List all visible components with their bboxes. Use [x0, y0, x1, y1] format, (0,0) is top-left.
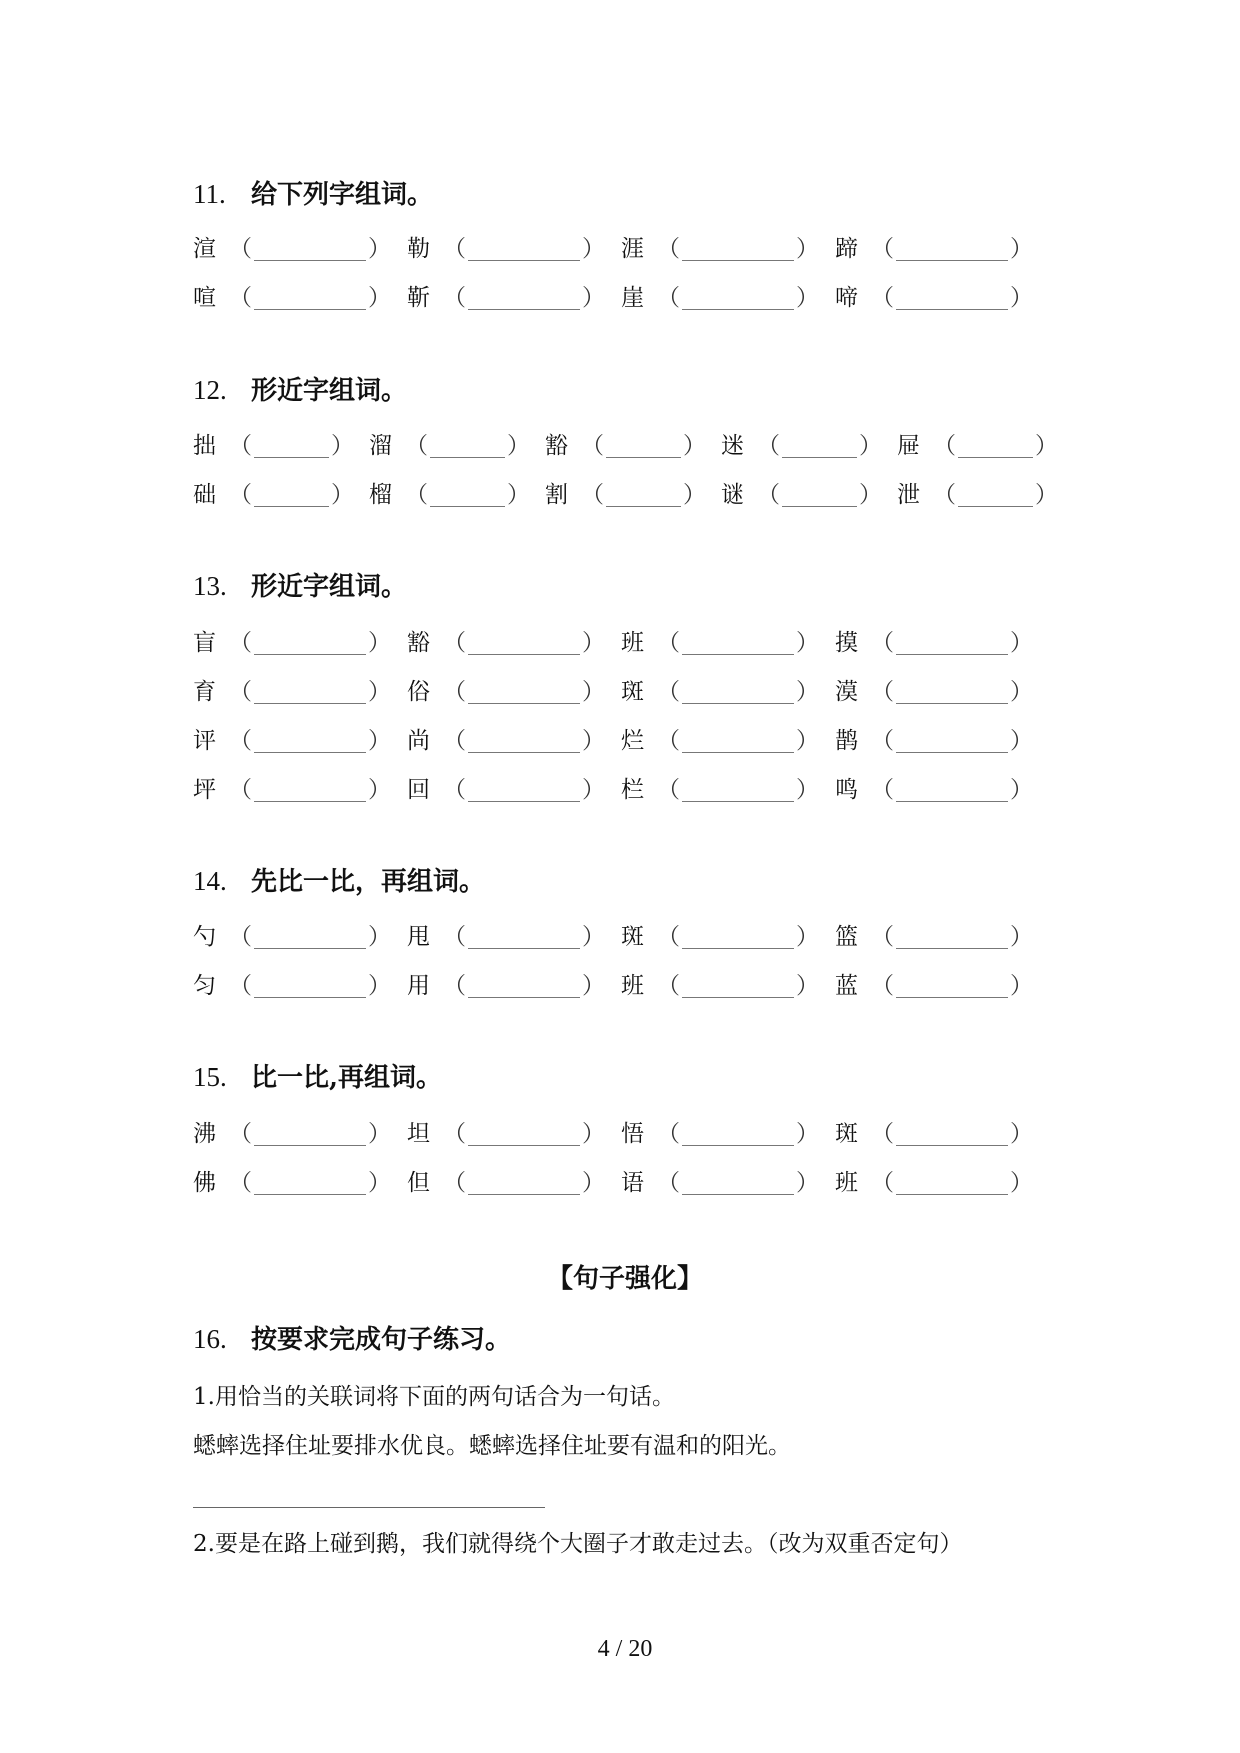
- answer-blank[interactable]: [682, 975, 794, 998]
- paren-open: （: [443, 1121, 466, 1147]
- answer-blank[interactable]: [254, 484, 329, 507]
- answer-blank[interactable]: [682, 1172, 794, 1195]
- word-item: [621, 677, 819, 707]
- answer-blank[interactable]: [468, 779, 580, 802]
- question-text: 按要求完成句子练习。: [251, 1325, 512, 1355]
- paren-close: ）: [582, 285, 605, 311]
- answer-blank[interactable]: [468, 975, 580, 998]
- paren-close: ）: [796, 777, 819, 803]
- answer-blank[interactable]: [782, 435, 857, 458]
- answer-blank[interactable]: [896, 632, 1008, 655]
- paren-close: ）: [683, 433, 706, 459]
- paren-close: ）: [368, 236, 391, 262]
- word-item: [193, 283, 391, 313]
- paren-close: ）: [1035, 433, 1058, 459]
- question-15-title: [193, 1061, 442, 1094]
- character: 评: [193, 728, 216, 754]
- answer-blank[interactable]: [254, 1172, 366, 1195]
- character: 鸣: [835, 777, 858, 803]
- question-16-title: [193, 1323, 511, 1356]
- paren-close: ）: [1010, 777, 1033, 803]
- word-item: [545, 431, 706, 461]
- paren-close: ）: [582, 777, 605, 803]
- paren-open: （: [657, 973, 680, 999]
- character: 育: [193, 679, 216, 705]
- paren-open: （: [757, 482, 780, 508]
- word-item: [193, 628, 391, 658]
- paren-open: （: [871, 630, 894, 656]
- answer-blank[interactable]: [896, 1172, 1008, 1195]
- answer-blank[interactable]: [254, 926, 366, 949]
- paren-open: （: [443, 777, 466, 803]
- paren-open: （: [871, 1121, 894, 1147]
- character: 俗: [407, 679, 430, 705]
- paren-open: （: [657, 630, 680, 656]
- answer-blank[interactable]: [430, 435, 505, 458]
- paren-open: （: [443, 236, 466, 262]
- paren-open: （: [405, 433, 428, 459]
- character: 回: [407, 777, 430, 803]
- paren-close: ）: [796, 1170, 819, 1196]
- paren-open: （: [871, 777, 894, 803]
- answer-blank[interactable]: [468, 287, 580, 310]
- paren-close: ）: [368, 679, 391, 705]
- paren-open: （: [443, 973, 466, 999]
- paren-open: （: [443, 285, 466, 311]
- paren-close: ）: [582, 973, 605, 999]
- answer-blank[interactable]: [254, 238, 366, 261]
- paren-open: （: [443, 630, 466, 656]
- paren-open: （: [871, 924, 894, 950]
- character: 篮: [835, 924, 858, 950]
- character: 班: [621, 630, 644, 656]
- answer-blank[interactable]: [468, 1123, 580, 1146]
- paren-close: ）: [368, 1121, 391, 1147]
- question-number: 15.: [193, 1062, 227, 1092]
- word-item: [193, 480, 354, 510]
- answer-blank[interactable]: [468, 238, 580, 261]
- word-item: [621, 234, 819, 264]
- character: 甩: [407, 924, 430, 950]
- paren-close: ）: [582, 630, 605, 656]
- character: 斑: [621, 679, 644, 705]
- answer-blank[interactable]: [958, 484, 1033, 507]
- paren-open: （: [229, 973, 252, 999]
- word-item: [193, 775, 391, 805]
- paren-close: ）: [507, 482, 530, 508]
- word-item: [407, 922, 605, 952]
- answer-blank[interactable]: [896, 287, 1008, 310]
- character: 渲: [193, 236, 216, 262]
- answer-blank[interactable]: [468, 730, 580, 753]
- answer-blank[interactable]: [468, 926, 580, 949]
- paren-close: ）: [1010, 285, 1033, 311]
- character: 坪: [193, 777, 216, 803]
- paren-open: （: [443, 679, 466, 705]
- word-item: [721, 480, 882, 510]
- paren-close: ）: [582, 1170, 605, 1196]
- paren-open: （: [657, 285, 680, 311]
- question-number: 16.: [193, 1324, 227, 1354]
- answer-line[interactable]: [193, 1507, 545, 1508]
- character: 靳: [407, 285, 430, 311]
- word-item: [621, 775, 819, 805]
- character: 坦: [407, 1121, 430, 1147]
- word-item: [621, 726, 819, 756]
- paren-open: （: [229, 679, 252, 705]
- paren-open: （: [871, 679, 894, 705]
- answer-blank[interactable]: [682, 926, 794, 949]
- word-item: [621, 1168, 819, 1198]
- word-item: [407, 775, 605, 805]
- paren-close: ）: [859, 482, 882, 508]
- question-13-title: [193, 570, 407, 603]
- paren-open: （: [229, 777, 252, 803]
- paren-close: ）: [368, 973, 391, 999]
- word-item: [897, 431, 1058, 461]
- word-item: [407, 726, 605, 756]
- character: 沸: [193, 1121, 216, 1147]
- paren-open: （: [933, 433, 956, 459]
- character: 割: [545, 482, 568, 508]
- character: 盲: [193, 630, 216, 656]
- character: 班: [835, 1170, 858, 1196]
- paren-close: ）: [368, 728, 391, 754]
- character: 斑: [621, 924, 644, 950]
- character: 用: [407, 973, 430, 999]
- character: 佛: [193, 1170, 216, 1196]
- page-number: 4 / 20: [597, 1636, 653, 1662]
- word-item: [407, 677, 605, 707]
- character: 屉: [897, 433, 920, 459]
- character: 迷: [721, 433, 744, 459]
- word-item: [193, 971, 391, 1001]
- word-item: [545, 480, 706, 510]
- paren-close: ）: [582, 679, 605, 705]
- answer-blank[interactable]: [682, 238, 794, 261]
- paren-close: ）: [1010, 679, 1033, 705]
- answer-blank[interactable]: [254, 632, 366, 655]
- answer-blank[interactable]: [430, 484, 505, 507]
- word-item: [621, 628, 819, 658]
- paren-open: （: [657, 728, 680, 754]
- paren-close: ）: [582, 1121, 605, 1147]
- paren-close: ）: [582, 236, 605, 262]
- question-number: 13.: [193, 571, 227, 601]
- answer-blank[interactable]: [896, 1123, 1008, 1146]
- paren-close: ）: [1010, 236, 1033, 262]
- word-item: [193, 1119, 391, 1149]
- paren-close: ）: [582, 728, 605, 754]
- word-item: [407, 971, 605, 1001]
- word-item: [407, 1119, 605, 1149]
- word-item: [407, 1168, 605, 1198]
- paren-open: （: [871, 285, 894, 311]
- answer-blank[interactable]: [468, 1172, 580, 1195]
- character: 漠: [835, 679, 858, 705]
- answer-blank[interactable]: [896, 681, 1008, 704]
- word-item: [369, 480, 530, 510]
- answer-blank[interactable]: [682, 681, 794, 704]
- paren-open: （: [657, 1121, 680, 1147]
- paren-open: （: [871, 973, 894, 999]
- character: 鹊: [835, 728, 858, 754]
- paren-close: ）: [582, 924, 605, 950]
- q16-item1-text: 蟋蟀选择住址要排水优良。蟋蟀选择住址要有温和的阳光。: [193, 1433, 791, 1459]
- word-item: [369, 431, 530, 461]
- character: 勒: [407, 236, 430, 262]
- word-item: [721, 431, 882, 461]
- paren-close: ）: [368, 285, 391, 311]
- paren-close: ）: [796, 285, 819, 311]
- paren-open: （: [871, 236, 894, 262]
- paren-open: （: [405, 482, 428, 508]
- question-number: 12.: [193, 375, 227, 405]
- paren-close: ）: [1010, 973, 1033, 999]
- paren-close: ）: [1035, 482, 1058, 508]
- character: 础: [193, 482, 216, 508]
- character: 拙: [193, 433, 216, 459]
- question-text: 形近字组词。: [251, 376, 408, 406]
- character: 蹄: [835, 236, 858, 262]
- paren-open: （: [443, 728, 466, 754]
- question-number: 11.: [193, 179, 226, 209]
- word-item: [621, 1119, 819, 1149]
- character: 喧: [193, 285, 216, 311]
- word-item: [835, 628, 1033, 658]
- character: 语: [621, 1170, 644, 1196]
- question-text: 先比一比，再组词。: [251, 867, 486, 897]
- character: 但: [407, 1170, 430, 1196]
- answer-blank[interactable]: [896, 238, 1008, 261]
- word-item: [621, 922, 819, 952]
- word-item: [835, 971, 1033, 1001]
- paren-open: （: [657, 924, 680, 950]
- question-text: 比一比,再组词。: [251, 1063, 443, 1093]
- paren-open: （: [229, 236, 252, 262]
- paren-open: （: [443, 924, 466, 950]
- answer-blank[interactable]: [254, 435, 329, 458]
- word-item: [835, 677, 1033, 707]
- paren-close: ）: [796, 679, 819, 705]
- character: 溜: [369, 433, 392, 459]
- answer-blank[interactable]: [682, 730, 794, 753]
- word-item: [835, 234, 1033, 264]
- character: 崖: [621, 285, 644, 311]
- character: 摸: [835, 630, 858, 656]
- paren-open: （: [229, 482, 252, 508]
- paren-open: （: [581, 433, 604, 459]
- paren-open: （: [229, 630, 252, 656]
- word-item: [835, 726, 1033, 756]
- character: 斑: [835, 1121, 858, 1147]
- answer-blank[interactable]: [606, 435, 681, 458]
- question-14-title: [193, 865, 485, 898]
- word-item: [835, 1168, 1033, 1198]
- character: 榴: [369, 482, 392, 508]
- word-item: [897, 480, 1058, 510]
- paren-open: （: [933, 482, 956, 508]
- paren-open: （: [229, 1121, 252, 1147]
- word-item: [193, 234, 391, 264]
- paren-close: ）: [368, 924, 391, 950]
- answer-blank[interactable]: [254, 1123, 366, 1146]
- word-item: [835, 775, 1033, 805]
- answer-blank[interactable]: [682, 287, 794, 310]
- word-item: [193, 677, 391, 707]
- answer-blank[interactable]: [958, 435, 1033, 458]
- paren-close: ）: [368, 777, 391, 803]
- paren-close: ）: [796, 236, 819, 262]
- paren-close: ）: [331, 433, 354, 459]
- paren-close: ）: [683, 482, 706, 508]
- paren-close: ）: [796, 1121, 819, 1147]
- word-item: [835, 283, 1033, 313]
- answer-blank[interactable]: [254, 975, 366, 998]
- answer-blank[interactable]: [254, 287, 366, 310]
- answer-blank[interactable]: [682, 632, 794, 655]
- question-11-title: [193, 178, 433, 211]
- question-12-title: [193, 374, 407, 407]
- paren-open: （: [657, 236, 680, 262]
- answer-blank[interactable]: [254, 779, 366, 802]
- character: 豁: [407, 630, 430, 656]
- question-number: 14.: [193, 866, 227, 896]
- answer-blank[interactable]: [682, 779, 794, 802]
- answer-blank[interactable]: [896, 779, 1008, 802]
- character: 勺: [193, 924, 216, 950]
- paren-close: ）: [796, 630, 819, 656]
- answer-blank[interactable]: [896, 730, 1008, 753]
- paren-close: ）: [796, 973, 819, 999]
- word-item: [407, 283, 605, 313]
- answer-blank[interactable]: [468, 681, 580, 704]
- paren-close: ）: [368, 1170, 391, 1196]
- word-item: [835, 922, 1033, 952]
- paren-close: ）: [507, 433, 530, 459]
- answer-blank[interactable]: [254, 681, 366, 704]
- word-item: [621, 971, 819, 1001]
- paren-open: （: [229, 1170, 252, 1196]
- word-item: [621, 283, 819, 313]
- paren-open: （: [229, 433, 252, 459]
- character: 涯: [621, 236, 644, 262]
- answer-blank[interactable]: [896, 975, 1008, 998]
- character: 班: [621, 973, 644, 999]
- character: 尚: [407, 728, 430, 754]
- q16-item1-prompt: 1.用恰当的关联词将下面的两句话合为一句话。: [193, 1384, 675, 1410]
- q16-item2-prompt: 2.要是在路上碰到鹅，我们就得绕个大圈子才敢走过去。（改为双重否定句）: [193, 1531, 963, 1557]
- paren-close: ）: [1010, 924, 1033, 950]
- section-header: 【句子强化】: [546, 1264, 703, 1294]
- paren-close: ）: [1010, 1121, 1033, 1147]
- character: 谜: [721, 482, 744, 508]
- paren-close: ）: [1010, 728, 1033, 754]
- answer-blank[interactable]: [468, 632, 580, 655]
- character: 泄: [897, 482, 920, 508]
- answer-blank[interactable]: [606, 484, 681, 507]
- paren-open: （: [657, 1170, 680, 1196]
- answer-blank[interactable]: [254, 730, 366, 753]
- word-item: [407, 234, 605, 264]
- paren-open: （: [871, 1170, 894, 1196]
- paren-close: ）: [859, 433, 882, 459]
- paren-close: ）: [331, 482, 354, 508]
- character: 啼: [835, 285, 858, 311]
- paren-open: （: [657, 777, 680, 803]
- character: 匀: [193, 973, 216, 999]
- question-text: 形近字组词。: [251, 572, 408, 602]
- paren-open: （: [229, 285, 252, 311]
- character: 烂: [621, 728, 644, 754]
- paren-open: （: [871, 728, 894, 754]
- answer-blank[interactable]: [682, 1123, 794, 1146]
- question-text: 给下列字组词。: [251, 180, 434, 210]
- paren-close: ）: [368, 630, 391, 656]
- answer-blank[interactable]: [896, 926, 1008, 949]
- character: 豁: [545, 433, 568, 459]
- paren-open: （: [229, 728, 252, 754]
- paren-close: ）: [796, 728, 819, 754]
- word-item: [407, 628, 605, 658]
- word-item: [193, 726, 391, 756]
- paren-open: （: [229, 924, 252, 950]
- word-item: [835, 1119, 1033, 1149]
- paren-open: （: [657, 679, 680, 705]
- paren-close: ）: [1010, 630, 1033, 656]
- character: 蓝: [835, 973, 858, 999]
- character: 栏: [621, 777, 644, 803]
- character: 悟: [621, 1121, 644, 1147]
- word-item: [193, 1168, 391, 1198]
- word-item: [193, 431, 354, 461]
- answer-blank[interactable]: [782, 484, 857, 507]
- paren-open: （: [581, 482, 604, 508]
- paren-open: （: [757, 433, 780, 459]
- paren-close: ）: [1010, 1170, 1033, 1196]
- paren-close: ）: [796, 924, 819, 950]
- paren-open: （: [443, 1170, 466, 1196]
- word-item: [193, 922, 391, 952]
